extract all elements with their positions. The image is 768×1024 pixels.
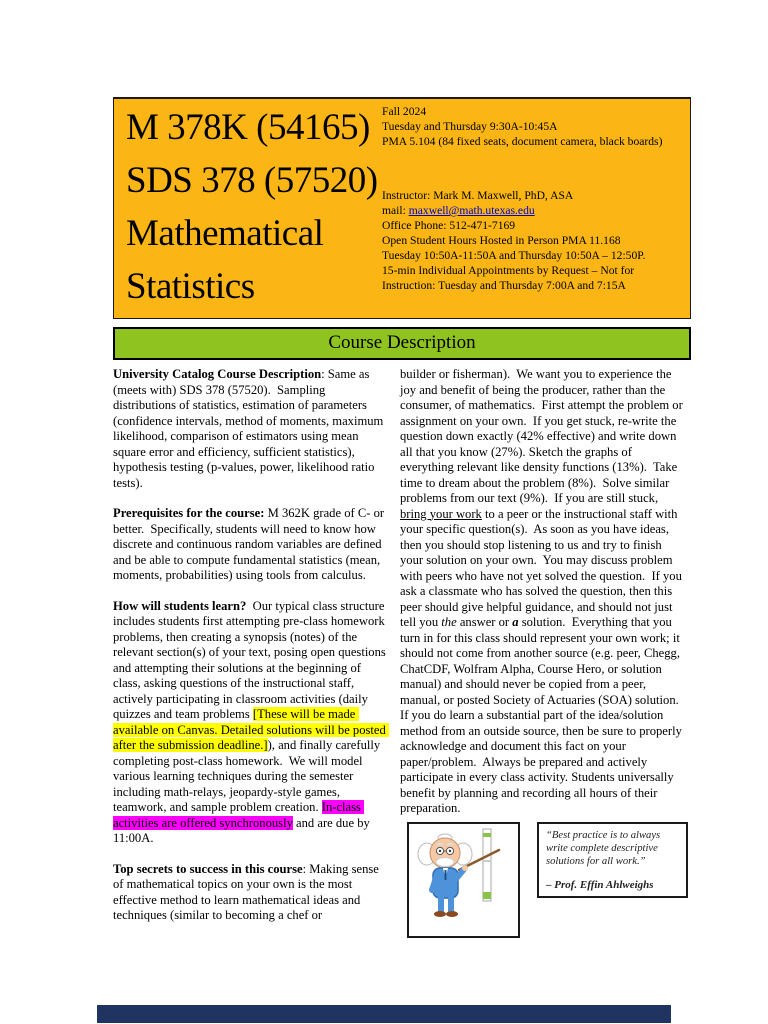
course-title-line: M 378K (54165) xyxy=(126,107,370,148)
professor-cartoon-icon xyxy=(409,824,518,936)
left-column xyxy=(113,367,389,939)
course-description-banner xyxy=(113,327,691,360)
term-line: Fall 2024 xyxy=(382,105,427,118)
email-label: mail: xyxy=(382,204,409,217)
success-advice-paragraph: builder or fisherman). We want you to experience the joy and benefit of being the producer, rather than the consumer, of mathematics. First attempt the problem or assignment on your own. If you get stuck, re-write the question down exactly (42% effective) and write down all that you know (27%). Sketch the graphs of everything relevant like density functions (13%). Take time to dream about the problem (8%). Solve similar problems from our text (9%). If you are still stuck, bring your work to a peer or the instructional staff with your specific question(s). As soon as you have ideas, then you should stop listening to us and try to finish your solution on your own. You may discuss problem with peers who have not yet solved the question. If you ask a classmate who has solved the question, then this peer should give helpful guidance, and should not just tell you the answer or a solution. Everything that you turn in for this class should represent your own work; it should not come from another source (e.g. peer, Chegg, ChatCDF, Wolfram Alpha, Course Hero, or solution manual) and should never be copied from a peer, manual, or posted Society of Actuaries (SOA) solution. If you do learn a substantial part of the idea/solution method from an outside source, then be sure to properly acknowledge and document this fact on your paper/problem. Always be prepared and actively participate in every class activity. Students universally benefit by planning and recording all hours of their preparation. xyxy=(400,367,686,815)
course-header xyxy=(113,97,691,319)
schedule-info xyxy=(382,104,666,149)
email-line xyxy=(382,203,666,218)
office-hours-times-line: Tuesday 10:50A-11:50A and Thursday 10:50A – 12:50P. xyxy=(382,249,646,262)
prerequisites-paragraph: Prerequisites for the course: M 362K grade of C- or better. Specifically, students will need to know how discrete and continuous random variables are defined and be able to compute fundamental statistics (mean, moments, probabilities) using tools from calculus. xyxy=(113,506,388,582)
course-title xyxy=(126,101,378,313)
instructor-line: Instructor: Mark M. Maxwell, PhD, ASA xyxy=(382,189,574,202)
catalog-description-paragraph: University Catalog Course Description: Same as (meets with) SDS 378 (57520). Sampling distributions of statistics, estimation of parameters (confidence intervals, method of moments, maximum likelihood, comparison of estimators using mean square error and efficiency, sufficient statistics), hypothesis testing (p-values, power, likelihood ratio tests). xyxy=(113,367,387,490)
meeting-time-line: Tuesday and Thursday 9:30A-10:45A xyxy=(382,120,558,133)
appointments-line: 15-min Individual Appointments by Request – Not for Instruction: Tuesday and Thursday 7:00A and 7:15A xyxy=(382,264,635,292)
top-secrets-paragraph: Top secrets to success in this course: Making sense of mathematical topics on your own is the most effective method to learn mathematical ideas and techniques (similar to becoming a chef or xyxy=(113,861,383,922)
how-students-learn-paragraph: How will students learn? Our typical class structure includes students first attempting pre-class homework problems, then creating a synopsis (notes) of the relevant section(s) of your text, posing open questions and attempting their solutions at the beginning of class, asking questions of the instructional staff, actively participating in classroom activities (daily quizzes and team problems [These will be made available on Canvas. Detailed solutions will be posted after the submission deadline.]), and finally carefully completing post-class homework. We will model various learning techniques during the semester including math-relays, jeopardy-style games, teamwork, and sample problem creation. In-class activities are offered synchronously and are due by 11:00A. xyxy=(113,598,389,845)
bottom-divider-bar xyxy=(97,1005,671,1023)
course-meta xyxy=(382,104,666,293)
right-column xyxy=(400,367,685,832)
banner-label: Course Description xyxy=(328,332,476,353)
quote-text: “Best practice is to always write complete descriptive solutions for all work.” xyxy=(546,830,661,867)
instructor-info xyxy=(382,188,666,293)
office-hours-line: Open Student Hours Hosted in Person PMA 11.168 xyxy=(382,234,621,247)
phone-line: Office Phone: 512-471-7169 xyxy=(382,219,516,232)
email-link[interactable]: maxwell@math.utexas.edu xyxy=(408,204,535,217)
ruler-icon xyxy=(483,829,491,901)
course-title-line: Statistics xyxy=(126,266,255,307)
quote-attribution: – Prof. Effin Ahlweighs xyxy=(546,879,654,891)
course-title-line: SDS 378 (57520) xyxy=(126,160,378,201)
professor-figure-box xyxy=(407,822,520,938)
room-line: PMA 5.104 (84 fixed seats, document camera, black boards) xyxy=(382,135,663,148)
course-title-line: Mathematical xyxy=(126,213,324,254)
quote-box xyxy=(537,822,688,898)
